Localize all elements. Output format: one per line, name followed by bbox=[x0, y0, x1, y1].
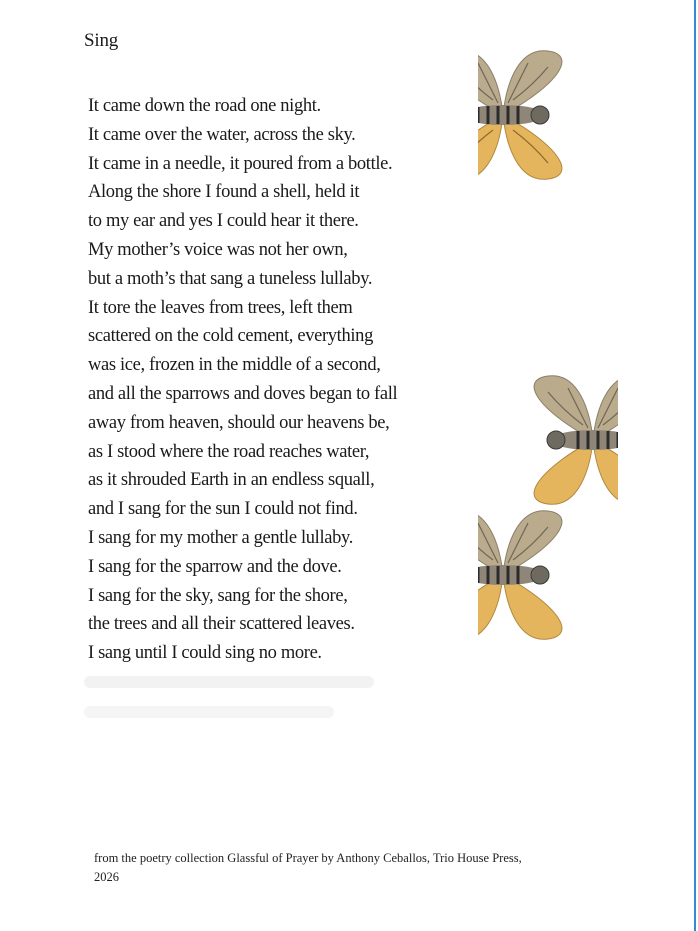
poem-line: I sang for the sky, sang for the shore, bbox=[88, 585, 348, 606]
poem-line: Along the shore I found a shell, held it bbox=[88, 182, 360, 203]
poem-line: It came in a needle, it poured from a bottle. bbox=[88, 153, 393, 174]
poem-body bbox=[88, 92, 468, 668]
moth-icon bbox=[478, 505, 618, 735]
poem-line: It came down the road one night. bbox=[88, 96, 321, 116]
poem-line: and I sang for the sun I could not find. bbox=[88, 499, 358, 520]
moth-illustration bbox=[478, 40, 618, 750]
poem-line: and all the sparrows and doves began to fall bbox=[88, 383, 398, 404]
moth-icon bbox=[478, 280, 618, 510]
moth-icon bbox=[478, 45, 618, 275]
bleed-through-line bbox=[84, 676, 374, 688]
poem-line: I sang for the sparrow and the dove. bbox=[88, 556, 342, 577]
poem-line: I sang for my mother a gentle lullaby. bbox=[88, 527, 353, 548]
poem-line: It tore the leaves from trees, left them bbox=[88, 297, 353, 318]
poem-line: My mother’s voice was not her own, bbox=[88, 239, 348, 260]
poem-line: to my ear and yes I could hear it there. bbox=[88, 211, 359, 232]
poem-line: was ice, frozen in the middle of a second, bbox=[88, 355, 381, 376]
poem-line: the trees and all their scattered leaves. bbox=[88, 614, 355, 635]
poem-line: but a moth’s that sang a tuneless lullaby. bbox=[88, 268, 373, 289]
poem-title: Sing bbox=[84, 30, 119, 51]
right-edge-rule bbox=[694, 0, 696, 931]
bleed-through-line bbox=[84, 706, 334, 718]
source-caption: from the poetry collection Glassful of Prayer by Anthony Ceballos, Trio House Press, 2026 bbox=[94, 851, 522, 884]
poem-line: as it shrouded Earth in an endless squall, bbox=[88, 470, 375, 491]
poem-line: I sang until I could sing no more. bbox=[88, 643, 322, 664]
poem-line: as I stood where the road reaches water, bbox=[88, 441, 370, 462]
poem-line: away from heaven, should our heavens be, bbox=[88, 412, 390, 433]
poem-line: scattered on the cold cement, everything bbox=[88, 326, 373, 347]
poem-line: It came over the water, across the sky. bbox=[88, 124, 356, 145]
